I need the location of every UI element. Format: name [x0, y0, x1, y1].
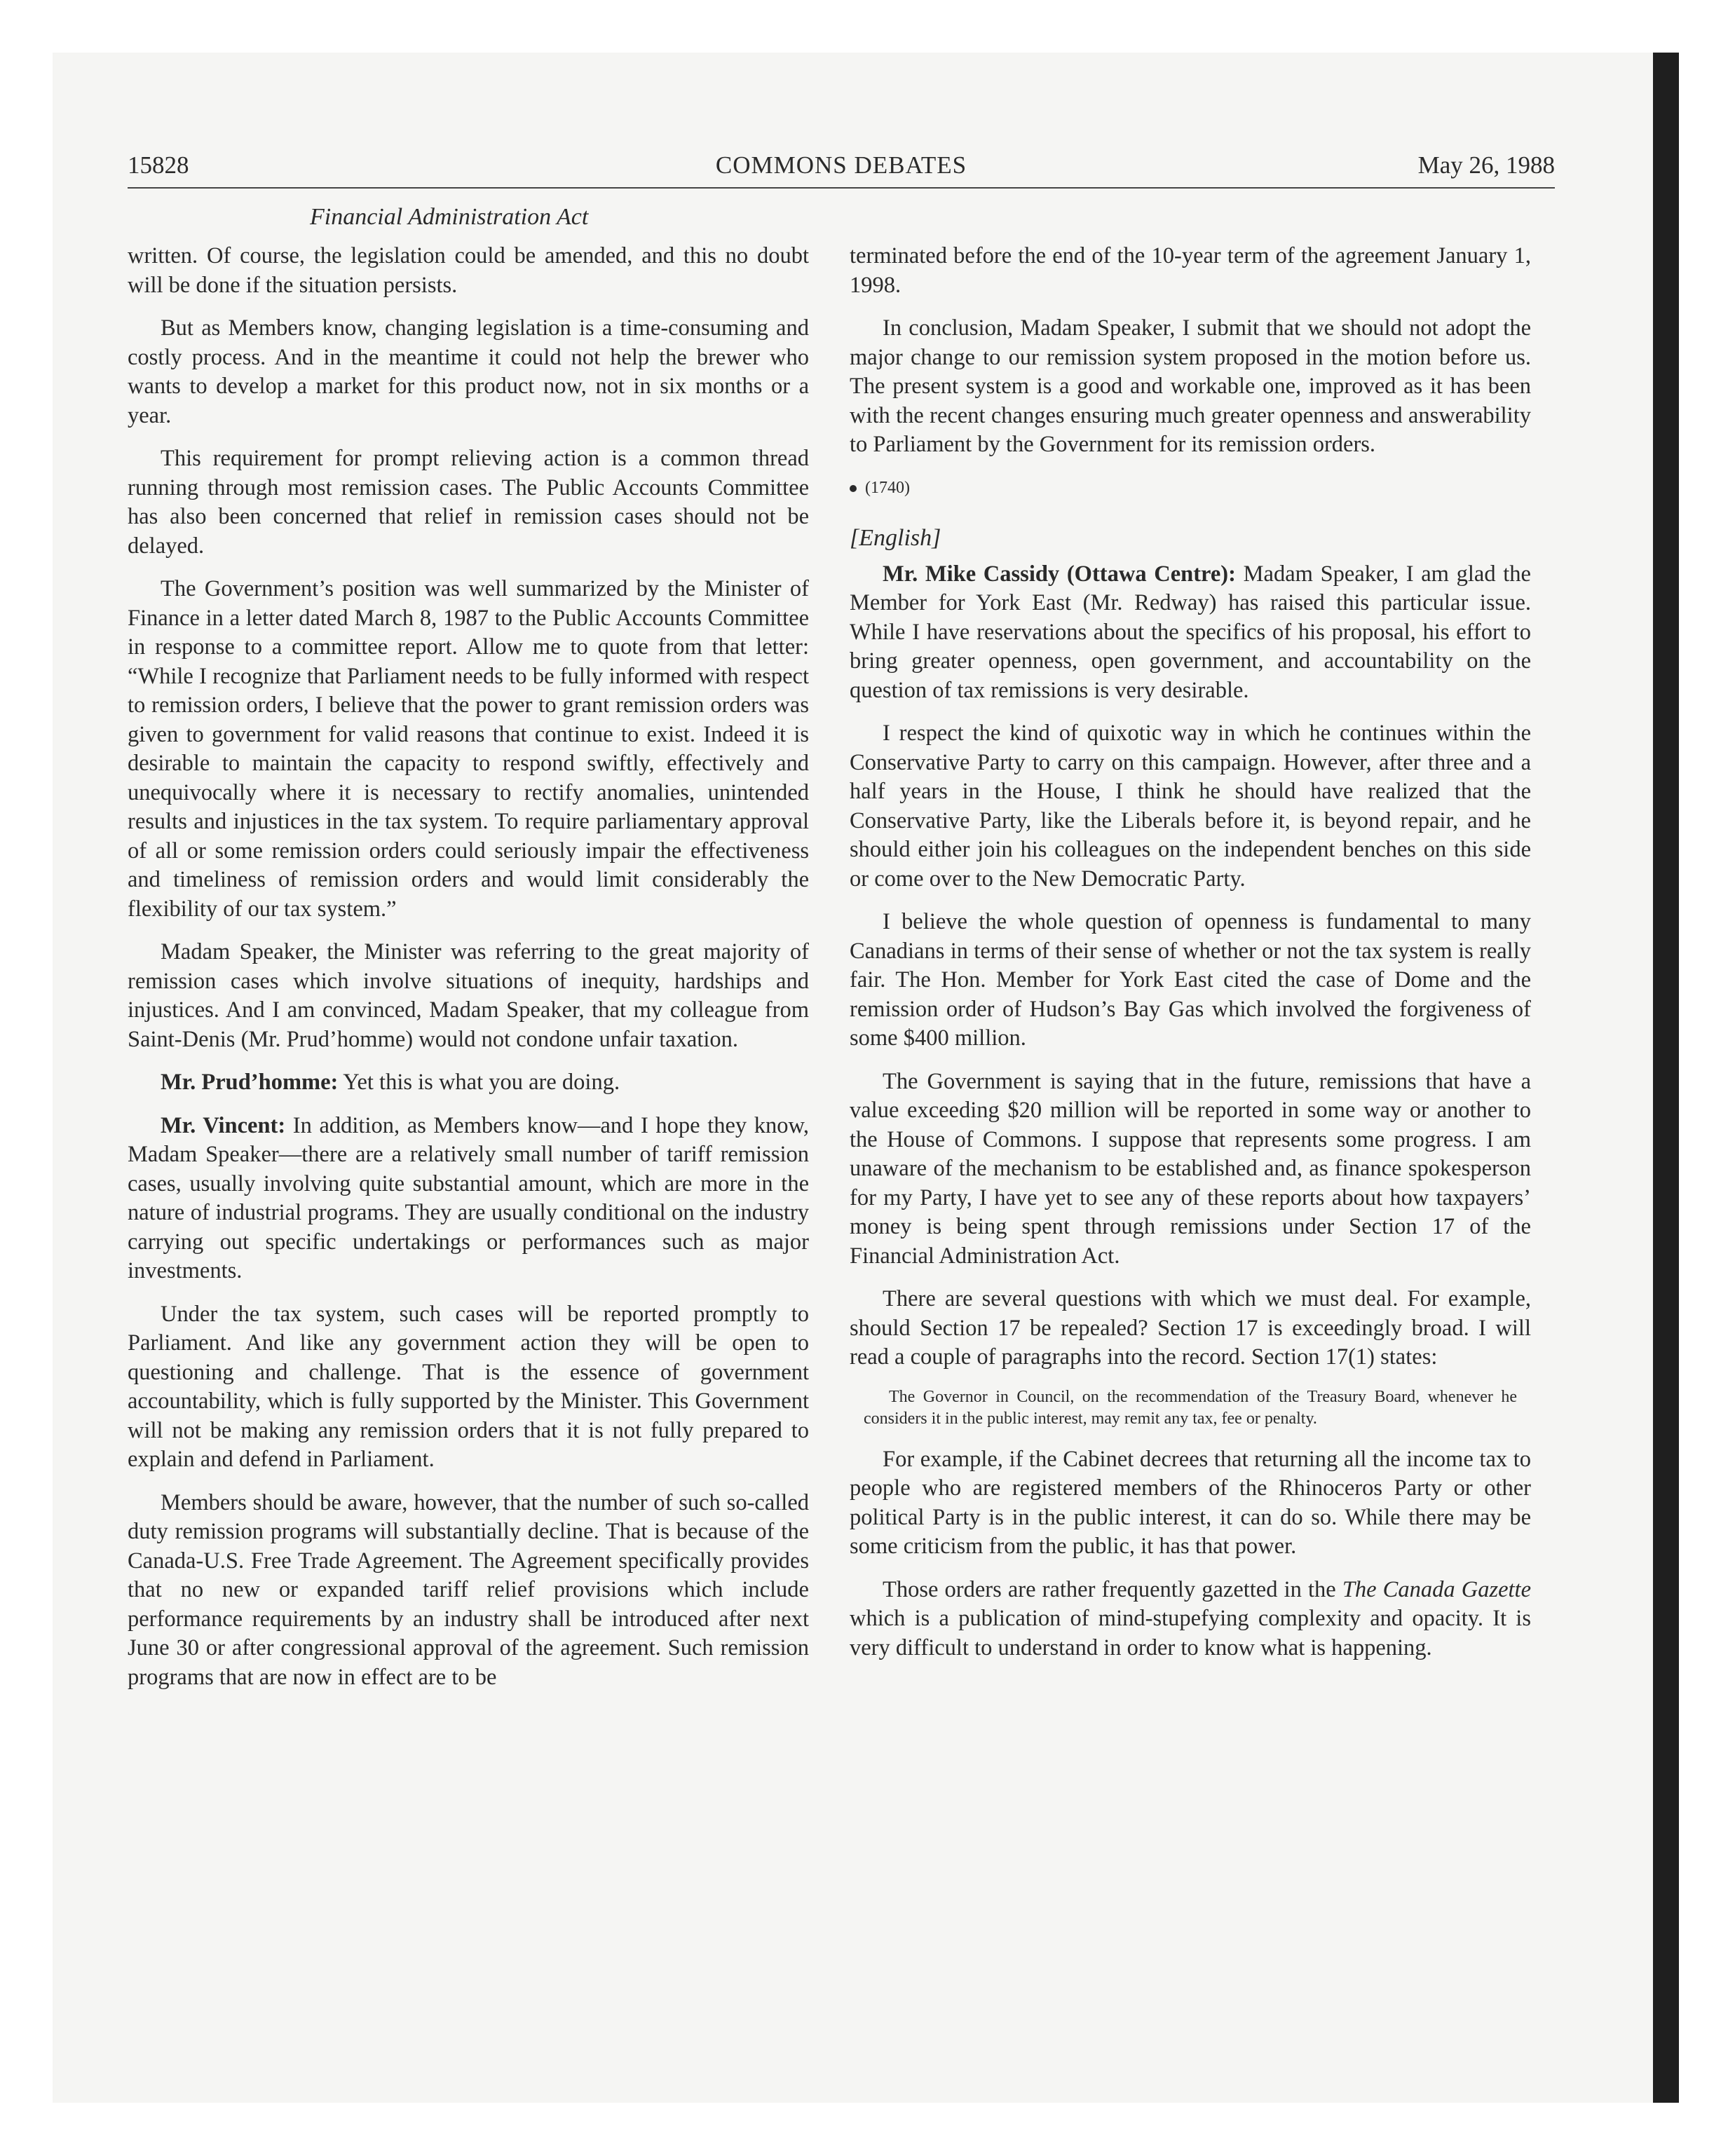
speaker-name: Mr. Mike Cassidy (Ottawa Centre):	[883, 561, 1236, 587]
page-number: 15828	[128, 151, 189, 179]
speech-paragraph	[128, 1112, 809, 1286]
publication-title: COMMONS DEBATES	[715, 151, 967, 179]
paragraph: Members should be aware, however, that the number of such so-called duty remission programs will substantially decline. That is because of the Canada-U.S. Free Trade Agreement. The Agreement specifically provides that no new or expanded tariff relief provisions which include performance requirements by an industry shall be introduced after next June 30 or after congressional approval of the agreement. Such remission programs that are now in effect are to be	[128, 1489, 809, 1690]
speaker-name: Mr. Prud’homme:	[161, 1070, 339, 1095]
publication-name: The Canada Gazette	[1342, 1576, 1531, 1602]
paragraph: Under the tax system, such cases will be reported promptly to Parliament. And like any government action they will be open to questioning and challenge. That is the essence of government accountability, which is fully supported by the Minister. This Government will not be making any remission orders that it is not fully prepared to explain and defend in Parliament.	[128, 1301, 809, 1472]
paragraph: I believe the whole question of openness is fundamental to many Canadians in terms of their sense of whether or not the tax system is really fair. The Hon. Member for York East cited the case of Dome and the remission order of Hudson’s Bay Gas which involved the forgiveness of some $400 million.	[850, 909, 1531, 1051]
time-marker-text: (1740)	[865, 478, 910, 497]
time-marker	[850, 474, 1531, 503]
scan-edge-shadow	[1653, 53, 1679, 2103]
speech-text: Madam Speaker, I am glad the Member for York East (Mr. Redway) has raised this particular issue. While I have reservations about the specifics of his proposal, his effort to bring greater openness, open government, and accountability on the question of tax remissions is very desirable.	[850, 561, 1531, 703]
speech-text: Yet this is what you are doing.	[338, 1070, 620, 1095]
paragraph: terminated before the end of the 10-year term of the agreement January 1, 1998.	[850, 243, 1531, 298]
publication-date: May 26, 1988	[1417, 151, 1555, 179]
bullet-dot-icon	[850, 485, 857, 492]
right-column	[850, 242, 1531, 1677]
paragraph: There are several questions with which we must deal. For example, should Section 17 be repealed? Section 17 is exceedingly broad. I will read a couple of paragraphs into the record. Section 17(1) states:	[850, 1286, 1531, 1370]
paragraph: But as Members know, changing legislation is a time-consuming and costly process. And in the meantime it could not help the brewer who wants to develop a market for this product now, not in six months or a year.	[128, 315, 809, 428]
speaker-name: Mr. Vincent:	[161, 1112, 286, 1138]
speech-paragraph	[128, 1068, 809, 1098]
paragraph-text: which is a publication of mind-stupefying complexity and opacity. It is very difficult to understand in order to know what is happening.	[850, 1606, 1531, 1660]
paragraph: This requirement for prompt relieving action is a common thread running through most remission cases. The Public Accounts Committee has also been concerned that relief in remission cases should not be delayed.	[128, 446, 809, 559]
paragraph: The Government is saying that in the future, remissions that have a value exceeding $20 million will be reported in some way or another to the House of Commons. I suppose that represents some progress. I am unaware of the mechanism to be established and, as finance spokesperson for my Party, I have yet to see any of these reports about how taxpayers’ money is being spent through remissions under Section 17 of the Financial Administration Act.	[850, 1068, 1531, 1269]
paragraph: I respect the kind of quixotic way in which he continues within the Conservative Party to carry on this campaign. However, after three and a half years in the House, I think he should have realized that the Conservative Party, like the Liberals before it, is beyond repair, and he should either join his colleagues on the independent benches on this side or come over to the New Democratic Party.	[850, 721, 1531, 892]
paragraph: For example, if the Cabinet decrees that returning all the income tax to people who are registered members of the Rhinoceros Party or other political Party is in the public interest, it can do so. While there may be some criticism from the public, it has that power.	[850, 1446, 1531, 1559]
paragraph: The Government’s position was well summarized by the Minister of Finance in a letter dated March 8, 1987 to the Public Accounts Committee in response to a committee report. Allow me to quote from that letter: “While I recognize that Parliament needs to be fully informed with respect to remission orders, I believe that the power to grant remission orders was given to government for valid reasons that continue to exist. Indeed it is desirable to maintain the capacity to respond swiftly, effectively and unequivocally where it is necessary to rectify anomalies, unintended results and injustices in the tax system. To require parliamentary approval of all or some remission orders could seriously impair the effectiveness and timeliness of remission orders and would limit considerably the flexibility of our tax system.”	[128, 576, 809, 922]
statute-quote: The Governor in Council, on the recommendation of the Treasury Board, whenever he considers it in the public interest, may remit any tax, fee or penalty.	[864, 1387, 1517, 1428]
paragraph	[850, 1576, 1531, 1663]
section-subhead: Financial Administration Act	[310, 204, 589, 230]
paragraph: written. Of course, the legislation could be amended, and this no doubt will be done if the situation persists.	[128, 243, 809, 298]
running-header	[128, 144, 1555, 189]
paragraph: In conclusion, Madam Speaker, I submit that we should not adopt the major change to our remission system proposed in the motion before us. The present system is a good and workable one, improved as it has been with the recent changes ensuring much greater openness and answerability to Parliament by the Government for its remission orders.	[850, 315, 1531, 457]
paragraph: Madam Speaker, the Minister was referring to the great majority of remission cases which involve situations of inequity, hardships and injustices. And I am convinced, Madam Speaker, that my colleague from Saint-Denis (Mr. Prud’homme) would not condone unfair taxation.	[128, 939, 809, 1052]
speech-paragraph	[850, 560, 1531, 706]
language-tag: [English]	[850, 525, 941, 551]
left-column	[128, 242, 809, 1706]
paragraph-text: Those orders are rather frequently gazetted in the	[883, 1576, 1342, 1602]
speech-text: In addition, as Members know—and I hope they know, Madam Speaker—there are a relatively small number of tariff remission cases, usually involving quite substantial amount, which are more in the nature of industrial programs. They are usually conditional on the industry carrying out specific undertakings or performances such as major investments.	[128, 1112, 809, 1283]
